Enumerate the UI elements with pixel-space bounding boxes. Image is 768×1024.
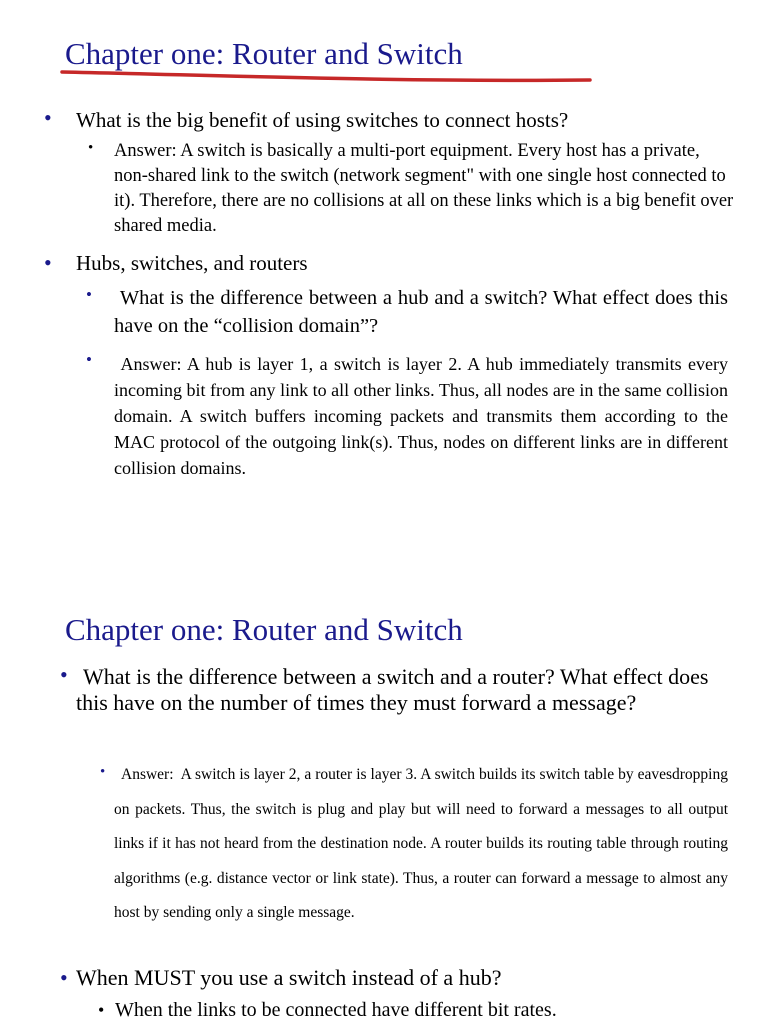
- bullet-icon: •: [100, 764, 106, 780]
- answer-text: Answer: A switch is basically a multi-port equipment. Every host has a private, non-shared link to the switch (network segment" with one single host connected to it). Therefore, there are no collisions at all on these links which is a big benefit over shared media.: [114, 141, 734, 236]
- question-text: What is the big benefit of using switches to connect hosts?: [76, 108, 569, 132]
- slide-title: Chapter one: Router and Switch: [65, 36, 463, 71]
- bullet-icon: •: [86, 350, 92, 369]
- answer-text: When the links to be connected have different bit rates.: [115, 999, 557, 1021]
- answer-text: Answer: A switch is layer 2, a router is layer 3. A switch builds its switch table by eavesdropping on packets. Thus, the switch is plug and play but will need to forward a messages to all output links if it has not heard from the destination node. A router builds its routing table through routing algorithms (e.g. distance vector or link state). Thus, a router can forward a message to almost any host by sending only a single message.: [114, 766, 732, 922]
- slide-title: Chapter one: Router and Switch: [65, 612, 463, 647]
- question-text: When MUST you use a switch instead of a hub?: [76, 965, 502, 990]
- bullet-icon: •: [44, 105, 52, 130]
- answer-text: Answer: A hub is layer 1, a switch is layer 2. A hub immediately transmits every incoming bit from any link to all other links. Thus, all nodes are in the same collision domain. A switch buffers incoming packets and transmits them according to the MAC protocol of the outgoing link(s). Thus, nodes on different links are in different collision domains.: [114, 354, 733, 478]
- bullet-icon: •: [60, 662, 68, 687]
- section-heading: Hubs, switches, and routers: [76, 251, 308, 275]
- bullet-icon: •: [86, 285, 92, 304]
- title-underline: [60, 68, 600, 88]
- bullet-icon: •: [98, 1000, 105, 1020]
- bullet-icon: •: [60, 965, 68, 990]
- bullet-icon: •: [44, 250, 52, 275]
- question-text: What is the difference between a hub and a switch? What effect does this have on the “collision domain”?: [114, 287, 734, 337]
- question-text: What is the difference between a switch and a router? What effect does this have on the number of times they must forward a message?: [76, 664, 709, 715]
- slide-2: [0, 580, 768, 1024]
- bullet-icon: •: [88, 140, 94, 156]
